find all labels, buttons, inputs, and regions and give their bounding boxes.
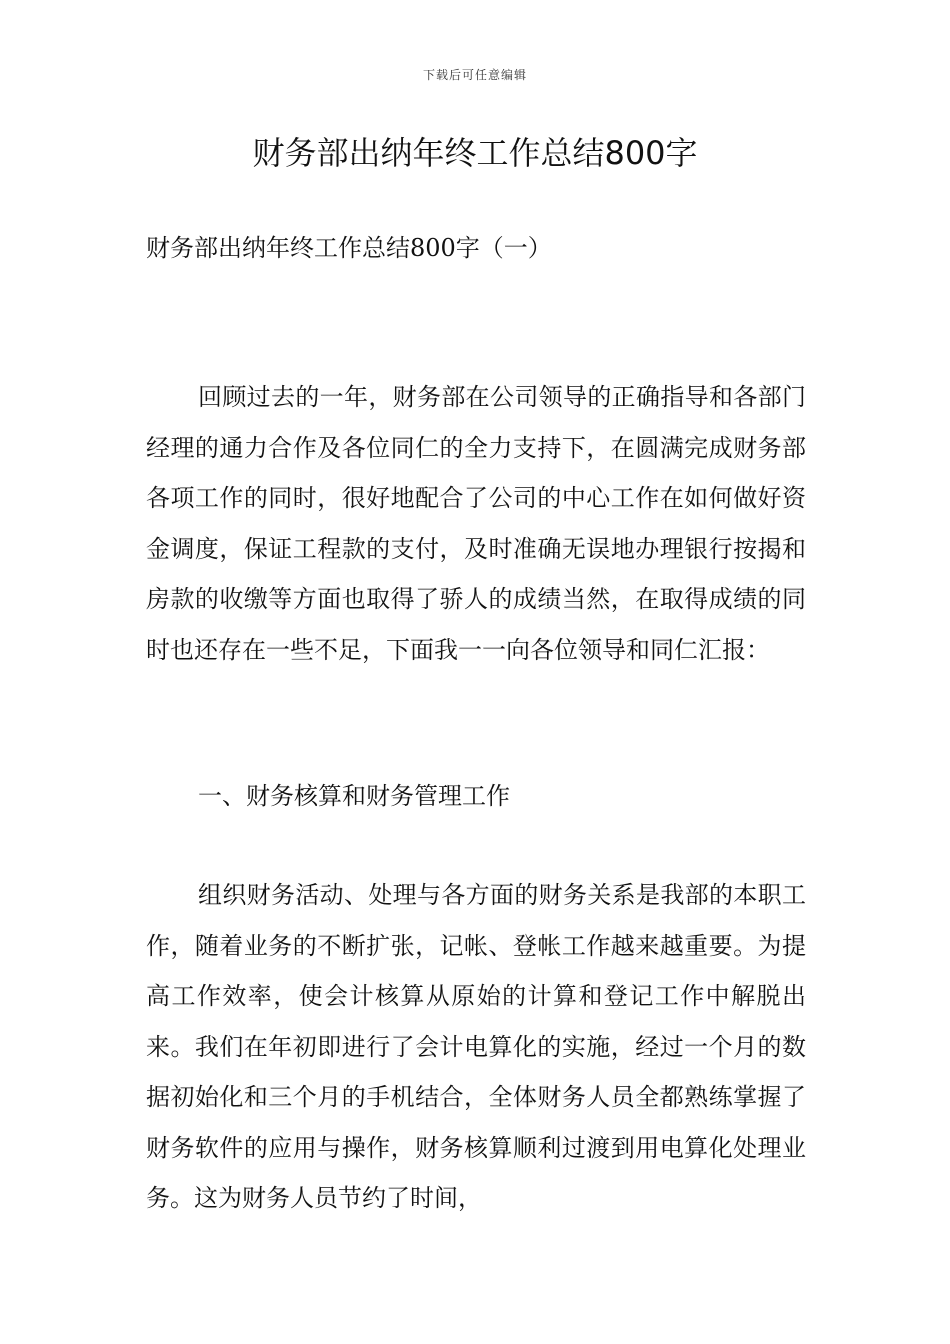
document-subtitle: 财务部出纳年终工作总结800字（一） <box>146 234 552 262</box>
intro-paragraph: 回顾过去的一年，财务部在公司领导的正确指导和各部门经理的通力合作及各位同仁的全力支持下，在圆满完成财务部各项工作的同时，很好地配合了公司的中心工作在如何做好资金调度，保证工程款的支付，及时准确无误地办理银行按揭和房款的收缴等方面也取得了骄人的成绩当然，在取得成绩的同时也还存在一些不足，下面我一一向各位领导和同仁汇报： <box>146 383 806 664</box>
section-paragraph: 组织财务活动、处理与各方面的财务关系是我部的本职工作，随着业务的不断扩张，记帐、登帐工作越来越重要。为提高工作效率，使会计核算从原始的计算和登记工作中解脱出来。我们在年初即进行了会计电算化的实施，经过一个月的数据初始化和三个月的手机结合，全体财务人员全都熟练掌握了财务软件的应用与操作，财务核算顺利过渡到用电算化处理业务。这为财务人员节约了时间， <box>146 881 806 1212</box>
section-heading: 一、财务核算和财务管理工作 <box>198 782 510 810</box>
header-note: 下载后可任意编辑 <box>422 68 527 82</box>
document-title: 财务部出纳年终工作总结800字 <box>252 134 698 172</box>
